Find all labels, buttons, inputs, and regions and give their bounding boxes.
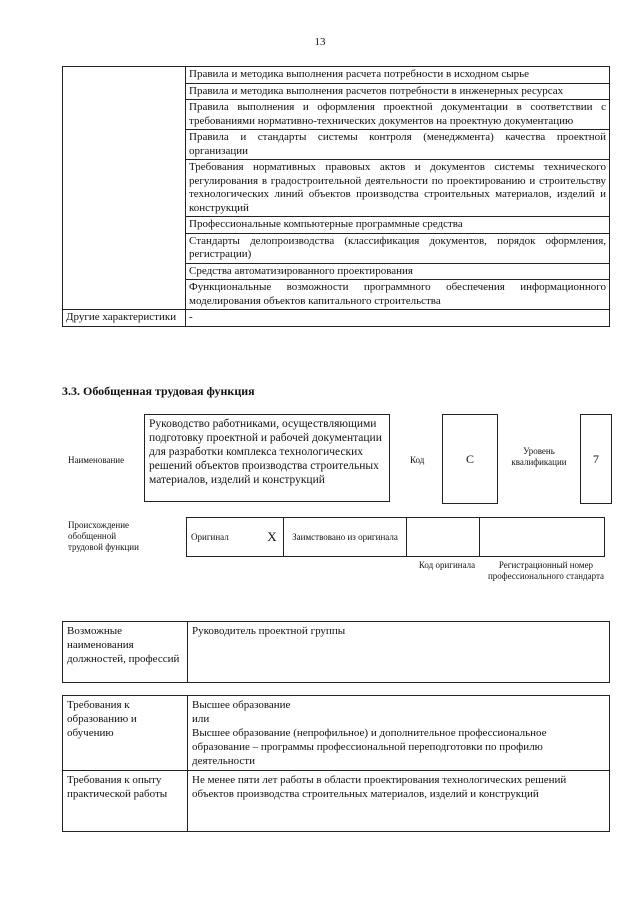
table-row: [63, 771, 610, 832]
table-row: [187, 518, 605, 557]
name-value: Руководство работниками, осуществляющими подготовку проектной и рабочей документации для разработки комплекса технологических решений объектов производства строительных материалов, изделий и конструкций: [144, 414, 390, 502]
positions-value: Руководитель проектной группы: [188, 622, 610, 683]
table-row: [63, 67, 610, 84]
borrowed-label: Заимствовано из оригинала: [284, 518, 407, 557]
education-line: Высшее образование (непрофильное) и дополнительное профессиональное образование – программы профессиональной переподготовки по профилю деятельности: [192, 727, 547, 767]
origin-label: Происхождение обобщенной трудовой функции: [68, 520, 139, 552]
positions-table: [62, 621, 610, 683]
code-original-caption: Код оригинала: [418, 560, 476, 570]
skill-item: Правила и методика выполнения расчета потребности в исходном сырье: [186, 67, 610, 84]
skill-item: Стандарты делопроизводства (классификация документов, порядок оформления, регистрации): [186, 233, 610, 263]
original-label: Оригинал: [187, 518, 262, 557]
skills-table: [62, 66, 610, 327]
code-value: C: [442, 414, 498, 504]
positions-label: Возможные наименования должностей, профессий: [63, 622, 188, 683]
skill-item: Профессиональные компьютерные программные средства: [186, 217, 610, 234]
experience-value: [188, 771, 610, 832]
skill-item: Требования нормативных правовых актов и документов системы технического регулирования в градостроительной деятельности по проектированию и строительству технологических линий объектов производства строительных материалов, изделий и конструкций: [186, 160, 610, 217]
table-row: [63, 310, 610, 327]
original-mark: X: [261, 518, 284, 557]
registration-number-cell: [480, 518, 605, 557]
other-characteristics-label: Другие характеристики: [63, 310, 186, 327]
level-label: Уровень квалификации: [511, 446, 567, 467]
education-line: или: [192, 713, 210, 725]
code-label: Код: [410, 455, 425, 465]
table-row: [63, 696, 610, 771]
registration-number-caption: Регистрационный номер профессионального стандарта: [487, 560, 605, 581]
experience-line: Не менее пяти лет работы в области проектирования технологических решений объектов производства строительных материалов, изделий и конструкций: [192, 774, 567, 800]
page-number: 13: [314, 36, 326, 48]
name-label: Наименование: [68, 455, 125, 465]
original-code-cell: [407, 518, 480, 557]
level-value: 7: [580, 414, 612, 504]
education-line: Высшее образование: [192, 699, 291, 711]
education-value: [188, 696, 610, 771]
section-title: 3.3. Обобщенная трудовая функция: [62, 384, 255, 398]
origin-table: [186, 517, 605, 557]
skill-item: Средства автоматизированного проектирования: [186, 263, 610, 280]
skill-item: Правила и стандарты системы контроля (менеджмента) качества проектной организации: [186, 130, 610, 160]
table-row: [63, 622, 610, 683]
skill-item: Правила и методика выполнения расчетов потребности в инженерных ресурсах: [186, 83, 610, 100]
skill-item: Правила выполнения и оформления проектной документации в соответствии с требованиями нормативно-технических документов на проектную документацию: [186, 100, 610, 130]
other-characteristics-value: -: [186, 310, 610, 327]
education-label: Требования к образованию и обучению: [63, 696, 188, 771]
skill-item: Функциональные возможности программного обеспечения информационного моделирования объектов капитального строительства: [186, 280, 610, 310]
table-cell-empty: [63, 67, 186, 310]
experience-label: Требования к опыту практической работы: [63, 771, 188, 832]
requirements-table: [62, 695, 610, 832]
